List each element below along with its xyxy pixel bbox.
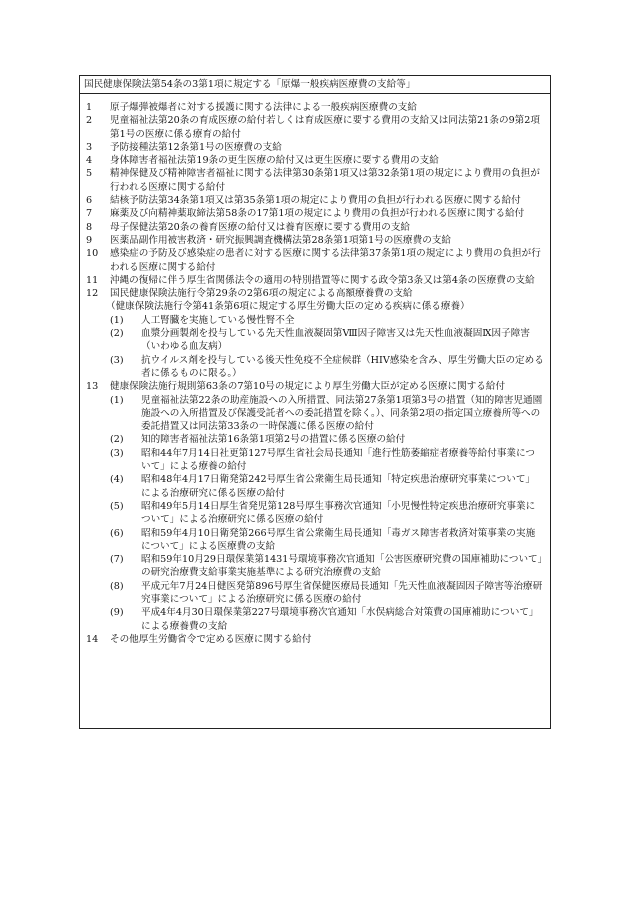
sub-item-text: 人工腎臓を実施している慢性腎不全 bbox=[141, 314, 295, 326]
item-number: 8 bbox=[86, 221, 93, 233]
item-number: 3 bbox=[86, 141, 93, 153]
list-item bbox=[86, 194, 544, 207]
item-number: 10 bbox=[86, 248, 99, 260]
item-number: 4 bbox=[86, 155, 93, 167]
item-number: 2 bbox=[86, 115, 93, 127]
sub-item-text: 平成4年4月30日環保業第227号環境事務次官通知「水俣病総合対策費の国庫補助について」による療養費の支給 bbox=[141, 607, 539, 632]
sub-item-number: (4) bbox=[110, 474, 124, 486]
sub-list-item bbox=[86, 527, 544, 554]
item-number: 7 bbox=[86, 208, 93, 220]
sub-item-text: 抗ウイルス剤を投与している後天性免疫不全症候群（HIV感染を含み、厚生労働大臣の定める者に係るものに限る。） bbox=[141, 354, 544, 379]
sub-list-item bbox=[86, 394, 544, 434]
sub-item-number: (2) bbox=[110, 328, 124, 340]
sub-item-number: (3) bbox=[110, 354, 124, 366]
item-number: 14 bbox=[86, 633, 99, 645]
list-item bbox=[86, 101, 544, 114]
list-item bbox=[86, 380, 544, 393]
item-text: 麻薬及び向精神薬取締法第58条の17第1項の規定により費用の負担が行われる医療に関する給付 bbox=[110, 208, 525, 220]
item-number: 5 bbox=[86, 168, 93, 180]
sub-list-item bbox=[86, 447, 544, 474]
item-number: 11 bbox=[86, 274, 99, 286]
item-text: その他厚生労働省令で定める医療に関する給付 bbox=[110, 633, 312, 645]
sub-item-text: 昭和44年7月14日社更第127号厚生省社会局長通知「進行性筋萎縮症者療養等給付事業について」による療養の給付 bbox=[141, 447, 536, 473]
sub-list-item bbox=[86, 606, 544, 633]
item-text: 感染症の予防及び感染症の患者に対する医療に関する法律第37条第1項の規定により費用の負担が行われる医療に関する給付 bbox=[110, 248, 541, 273]
list-item bbox=[86, 167, 544, 194]
item-number: 13 bbox=[86, 381, 99, 393]
table-header: 国民健康保険法第54条の3第1項に規定する「原爆一般疾病医療費の支給等」 bbox=[80, 76, 550, 94]
sub-item-number: (5) bbox=[110, 500, 124, 512]
item-text: 国民健康保険法施行令第29条の2第6項の規定による高額療養費の支給 bbox=[110, 288, 413, 300]
item-number: 1 bbox=[86, 102, 93, 113]
item-text: 予防接種法第12条第1号の医療費の支給 bbox=[110, 141, 282, 153]
sub-list-item bbox=[86, 433, 544, 446]
list-item bbox=[86, 287, 544, 300]
item-text: 沖縄の復帰に伴う厚生省関係法令の適用の特別措置等に関する政令第3条又は第4条の医療費の支給 bbox=[110, 274, 535, 286]
sub-item-text: 昭和59年10月29日環保業第1431号環境事務次官通知「公害医療研究費の国庫補助について」の研究治療費支給事業実施基準による研究治療費の支給 bbox=[141, 554, 543, 579]
sub-item-text: 昭和59年4月10日衛発第266号厚生省公衆衛生局長通知「毒ガス障害者救済対策事業の実施について」による医療費の支給 bbox=[141, 527, 536, 552]
item-text: 結核予防法第34条第1項又は第35条第1項の規定により費用の負担が行われる医療に関する給付 bbox=[110, 195, 521, 207]
sub-item-number: (1) bbox=[110, 394, 124, 406]
sub-item-number: (8) bbox=[110, 580, 124, 592]
sub-item-number: (7) bbox=[110, 554, 124, 566]
item-text: 身体障害者福祉法第19条の更生医療の給付又は更生医療に要する費用の支給 bbox=[110, 155, 439, 167]
document-table bbox=[79, 75, 551, 729]
table-body bbox=[80, 101, 550, 646]
sub-item-number: (1) bbox=[110, 314, 124, 326]
item-text: 原子爆弾被爆者に対する援護に関する法律による一般疾病医療費の支給 bbox=[110, 102, 417, 113]
sub-item-text: 平成元年7月24日健医発第896号厚生省保健医療局長通知「先天性血液凝固因子障害等治療研究事業について」による治療研究に係る医療の給付 bbox=[141, 580, 543, 605]
list-item bbox=[86, 141, 544, 154]
sub-item-number: (6) bbox=[110, 527, 124, 539]
sub-list-item bbox=[86, 473, 544, 500]
sub-list-item bbox=[86, 580, 544, 607]
item-text: 母子保健法第20条の養育医療の給付又は養育医療に要する費用の支給 bbox=[110, 221, 411, 233]
sub-item-number: (3) bbox=[110, 447, 124, 459]
sub-item-number: (2) bbox=[110, 434, 124, 446]
list-item bbox=[86, 633, 544, 646]
sub-list-item bbox=[86, 354, 544, 381]
sub-list-item bbox=[86, 500, 544, 527]
sub-item-text: 児童福祉法第22条の助産施設への入所措置、同法第27条第1項第3号の措置（知的障害児通園施設への入所措置及び保護受託者への委託措置を除く。）、同条第2項の指定国立療養所等への委託措置又は同法第33条の一時保護に係る医療の給付 bbox=[141, 394, 543, 433]
item-text: 医薬品副作用被害救済・研究振興調査機構法第28条第1項第1号の医療費の支給 bbox=[110, 234, 452, 246]
item-note: （健康保険法施行令第41条第6項に規定する厚生労働大臣の定める疾病に係る療養） bbox=[106, 301, 470, 313]
sub-item-text: 昭和49年5月14日厚生省発児第128号厚生事務次官通知「小児慢性特定疾患治療研究事業について」による治療研究に係る医療の給付 bbox=[141, 500, 536, 526]
list-item bbox=[86, 154, 544, 167]
sub-list-item bbox=[86, 314, 544, 327]
list-item bbox=[86, 274, 544, 287]
item-number: 9 bbox=[86, 234, 93, 246]
list-item bbox=[86, 221, 544, 234]
list-item bbox=[86, 114, 544, 141]
item-text: 精神保健及び精神障害者福祉に関する法律第30条第1項又は第32条第1項の規定により費用の負担が行われる医療に関する給付 bbox=[110, 168, 540, 193]
sub-item-number: (9) bbox=[110, 607, 124, 619]
sub-list-item bbox=[86, 553, 544, 580]
item-text: 健康保険法施行規則第63条の7第10号の規定により厚生労働大臣が定める医療に関する給付 bbox=[110, 381, 506, 393]
sub-item-text: 知的障害者福祉法第16条第1項第2号の措置に係る医療の給付 bbox=[141, 434, 406, 446]
sub-item-text: 昭和48年4月17日衛発第242号厚生省公衆衛生局長通知「特定疾患治療研究事業について」による治療研究に係る医療の給付 bbox=[141, 474, 536, 499]
item-number: 12 bbox=[86, 288, 99, 300]
sub-list-item bbox=[86, 327, 544, 354]
item-number: 6 bbox=[86, 195, 93, 207]
list-item bbox=[86, 207, 544, 220]
item-text: 児童福祉法第20条の育成医療の給付若しくは育成医療に要する費用の支給又は同法第21条の9第2項第1号の医療に係る療育の給付 bbox=[110, 115, 540, 140]
list-item bbox=[86, 234, 544, 247]
list-item bbox=[86, 247, 544, 274]
sub-item-text: 血漿分画製剤を投与している先天性血液凝固第Ⅷ因子障害又は先天性血液凝固Ⅸ因子障害（いわゆる血友病） bbox=[141, 328, 530, 353]
